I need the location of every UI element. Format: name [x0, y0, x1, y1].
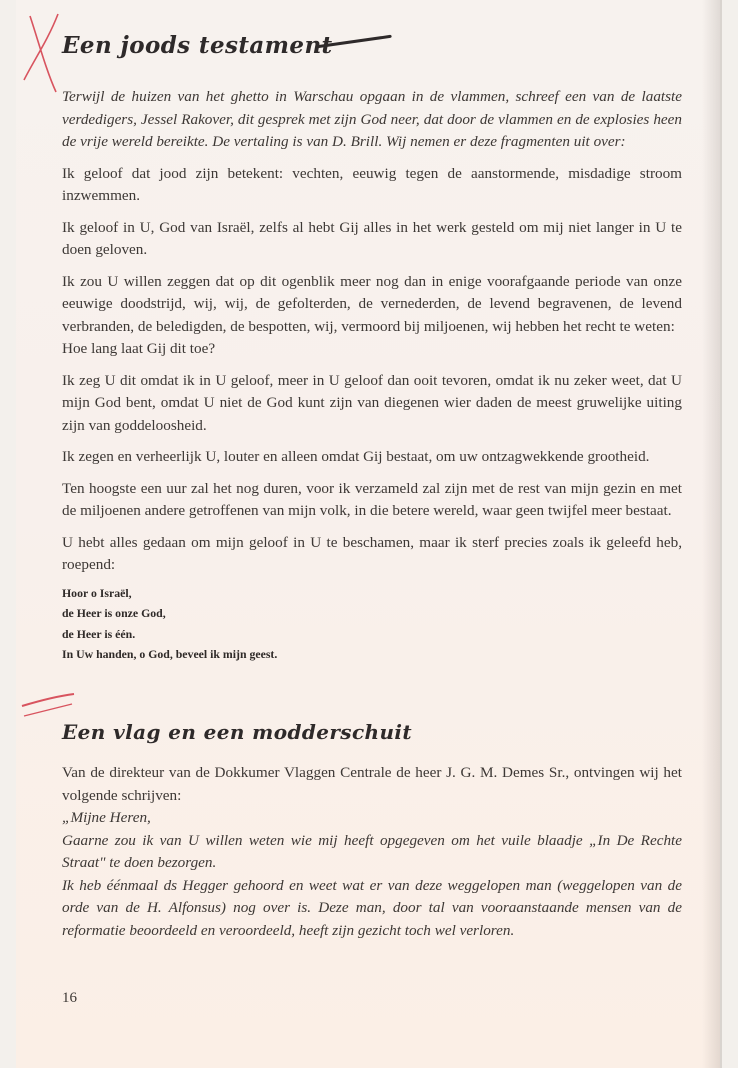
prayer-line: de Heer is één.: [62, 626, 136, 641]
article-intro: Terwijl de huizen van het ghetto in Warschau opgaan in de vlammen, schreef een van de laatste verdedigers, Jessel Rakover, dit gesprek met zijn God neer, dat door de vlammen en de explosies heen de vrije wereld bereikte. De vertaling is van D. Brill. Wij nemen er deze fragmenten uit over:: [62, 88, 682, 150]
paragraph: Ik zeg U dit omdat ik in U geloof, meer in U geloof dan ooit tevoren, omdat ik nu zeker weet, dat U mijn God bent, omdat U niet de God kunt zijn van diegenen wier daden de meest gruwelijke uiting zijn van goddeloosheid.: [62, 371, 682, 434]
prayer-line: de Heer is onze God,: [62, 606, 166, 620]
prayer-line: Hoor o Israël,: [62, 585, 132, 600]
article-body: [62, 86, 682, 665]
page-edge-shadow: [702, 0, 720, 1068]
paragraph: Ik zegen en verheerlijk U, louter en alleen omdat Gij bestaat, om uw ontzagwekkende grootheid.: [62, 448, 650, 465]
paragraph-question: Hoe lang laat Gij dit toe?: [62, 340, 216, 357]
paragraph: Ik geloof in U, God van Israël, zelfs al hebt Gij alles in het werk gesteld om mij niet langer in U te doen geloven.: [62, 218, 682, 258]
prayer-block: [62, 583, 682, 665]
page: [16, 0, 720, 1068]
paragraph: Ik geloof dat jood zijn betekent: vechten, eeuwig tegen de aanstormende, misdadige stroom inzwemmen.: [62, 164, 682, 204]
article-intro-2: Van de direkteur van de Dokkumer Vlaggen Centrale de heer J. G. M. Demes Sr., ontvingen wij het volgende schrijven:: [62, 764, 682, 804]
article-title-2: Een vlag en een modderschuit: [62, 720, 413, 744]
letter-line: Ik heb éénmaal ds Hegger gehoord en weet wat er van deze weggelopen man (weggelopen van de orde van de H. Alfonsus) nog over is. Deze man, door tal van vooraanstaande mensen van de reformatie beoordeeld en veroordeeld, heeft zijn gezicht toch wel verloren.: [62, 876, 682, 939]
paragraph: U hebt alles gedaan om mijn geloof in U te beschamen, maar ik sterf precies zoals ik geleefd heb, roepend:: [62, 533, 682, 573]
paragraph: Ik zou U willen zeggen dat op dit ogenblik meer nog dan in enige voorafgaande periode van onze eeuwige doodstrijd, wij, wij, de gefolterden, de vernederden, de levend begravenen, de levend verbranden, de beledigden, de bespotten, wij, vermoord bij miljoenen, wij hebben het recht te weten:: [62, 272, 682, 335]
letter-line: Gaarne zou ik van U willen weten wie mij heeft opgegeven om het vuile blaadje „In De Rechte Straat" te doen bezorgen.: [62, 831, 682, 871]
paragraph: Ten hoogste een uur zal het nog duren, voor ik verzameld zal zijn met de rest van mijn gezin en met de miljoenen andere getroffenen van mijn volk, in die betere wereld, waar geen twijfel meer bestaat.: [62, 479, 682, 519]
article-body-2: [62, 762, 682, 942]
letter-line: „Mijne Heren,: [62, 809, 151, 826]
prayer-line: In Uw handen, o God, beveel ik mijn geest.: [62, 647, 278, 661]
page-number: 16: [62, 990, 77, 1006]
article-title: Een joods testament: [62, 32, 333, 59]
